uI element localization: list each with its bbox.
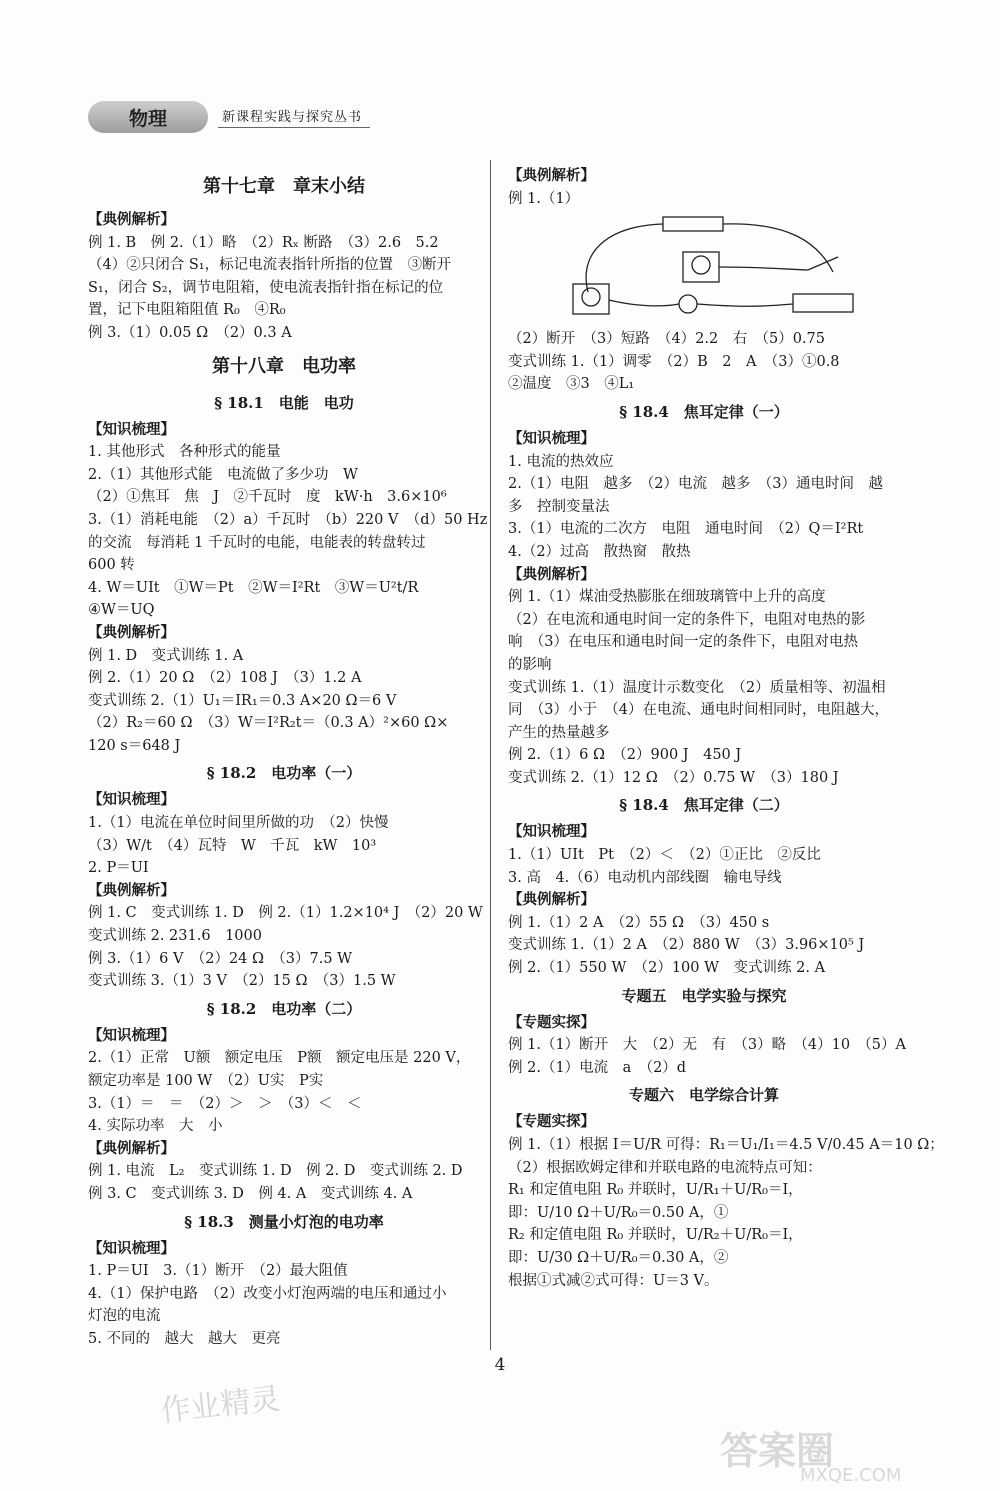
page-number: 4: [494, 1355, 506, 1375]
section-tag: 【知识梳理】: [88, 1239, 175, 1257]
column-divider: [490, 160, 491, 1350]
section-title: § 18.4 焦耳定律（一）: [619, 402, 789, 421]
left-column: [88, 165, 488, 1351]
series-title: 新课程实践与探究丛书: [218, 106, 370, 128]
bulb-icon: [679, 295, 697, 313]
answer-line: 3.（1）＝ ＝ （2）＞ ＞ （3）＜ ＜: [88, 1095, 362, 1112]
answer-line: 1.（1）电流在单位时间里所做的功 （2）快慢: [88, 815, 389, 832]
section-title: 专题六 电学综合计算: [628, 1086, 779, 1105]
answer-line: 的交流 每消耗 1 千瓦时的电能，电能表的转盘转过: [88, 534, 426, 551]
answer-line: 3. 高 4.（6）电动机内部线圈 输电导线: [508, 869, 782, 886]
section-tag: 【知识梳理】: [508, 823, 595, 841]
answer-line: 例 1. D 变式训练 1. A: [88, 647, 244, 664]
answer-line: 1. P＝UI 3.（1）断开 （2）最大阻值: [88, 1263, 348, 1280]
answer-line: （2）在电流和通电时间一定的条件下，电阻对电热的影: [508, 611, 866, 628]
page-header: [88, 100, 370, 134]
answer-line: 4. 实际功率 大 小: [88, 1118, 223, 1135]
chapter-title: 第十八章 电功率: [212, 355, 356, 377]
answer-line: 变式训练 2.（1）12 Ω （2）0.75 W （3）180 J: [508, 769, 839, 786]
answer-line: 响 （3）在电压和通电时间一定的条件下，电阻对电热: [508, 634, 858, 651]
answer-line: 2.（1）其他形式能 电流做了多少功 W: [88, 466, 358, 483]
section-tag: 【专题实探】: [508, 1113, 595, 1131]
battery-icon: [663, 217, 723, 231]
answer-line: 置，记下电阻箱阻值 R₀ ④R₀: [88, 302, 286, 319]
section-title: § 18.1 电能 电功: [214, 393, 354, 412]
answer-line: 例 1.（1）断开 大 （2）无 有 （3）略 （4）10 （5）A: [508, 1037, 906, 1054]
answer-line: 1. 其他形式 各种形式的能量: [88, 444, 281, 461]
answer-line: 例 1.（1）根据 I＝U/R 可得：R₁＝U₁/I₁＝4.5 V/0.45 A＝10 Ω；: [508, 1137, 944, 1153]
answer-line: 2.（1）正常 U额 额定电压 P额 额定电压是 220 V，: [88, 1050, 471, 1067]
answer-line: 多 控制变量法: [508, 498, 610, 515]
section-tag: 【典例解析】: [508, 565, 595, 583]
answer-line: （4）②只闭合 S₁，标记电流表指针所指的位置 ③断开: [88, 257, 452, 274]
answer-line: 例 3.（1）0.05 Ω （2）0.3 A: [88, 324, 292, 341]
section-title: 专题五 电学实验与探究: [621, 986, 787, 1005]
answer-line: ④W＝UQ: [88, 602, 155, 619]
section-title: § 18.2 电功率（一）: [206, 764, 362, 783]
section-tag: 【典例解析】: [508, 167, 595, 184]
answer-line: 例 2.（1）20 Ω （2）108 J （3）1.2 A: [88, 670, 362, 687]
answer-line: R₂ 和定值电阻 R₀ 并联时，U/R₂＋U/R₀＝I，: [508, 1227, 803, 1244]
answer-line: ②温度 ③3 ④L₁: [508, 376, 635, 393]
answer-line: 变式训练 1.（1）2 A （2）880 W （3）3.96×10⁵ J: [508, 937, 865, 954]
section-tag: 【知识梳理】: [88, 420, 175, 438]
answer-line: 1.（1）UIt Pt （2）＜ （2）①正比 ②反比: [508, 847, 821, 864]
answer-line: 2. P＝UI: [88, 860, 149, 877]
chapter-title: 第十七章 章末小结: [203, 176, 365, 197]
right-column: [508, 165, 944, 1292]
answer-line: 即：U/30 Ω＋U/R₀＝0.30 A，②: [508, 1249, 729, 1266]
section-tag: 【知识梳理】: [88, 791, 175, 809]
answer-line: 5. 不同的 越大 越大 更亮: [88, 1330, 281, 1347]
answer-line: 4.（1）保护电路 （2）改变小灯泡两端的电压和通过小: [88, 1285, 447, 1302]
circuit-diagram: [568, 212, 868, 322]
answer-line: 例 1.（1）煤油受热膨胀在细玻璃管中上升的高度: [508, 589, 826, 606]
answer-line: 例 1. B 例 2.（1）略 （2）Rₓ 断路 （3）2.6 5.2: [88, 234, 439, 251]
answer-line: 600 转: [88, 557, 135, 574]
section-tag: 【典例解析】: [88, 211, 175, 228]
answer-line: 额定功率是 100 W （2）U实 P实: [88, 1073, 324, 1089]
section-tag: 【知识梳理】: [508, 429, 595, 447]
answer-line: 2.（1）电阻 越多 （2）电流 越多 （3）通电时间 越: [508, 476, 884, 493]
answer-line: 变式训练 2. 231.6 1000: [88, 928, 262, 945]
answer-line: 产生的热量越多: [508, 724, 610, 741]
stamp-watermark: 作业精灵: [158, 1381, 282, 1430]
url-watermark: MXQE.COM: [800, 1465, 902, 1486]
answer-line: （2）根据欧姆定律和并联电路的电流特点可知：: [508, 1159, 822, 1176]
answer-line: 变式训练 2.（1）U₁＝IR₁＝0.3 A×20 Ω＝6 V: [88, 692, 397, 709]
answer-line: 例 3.（1）6 V （2）24 Ω （3）7.5 W: [88, 950, 353, 967]
answer-line: 120 s＝648 J: [88, 737, 181, 754]
answer-line: 例 1.（1）: [508, 190, 580, 207]
answer-line: 变式训练 1.（1）调零 （2）B 2 A （3）①0.8: [508, 353, 840, 370]
section-tag: 【典例解析】: [508, 891, 595, 909]
section-tag: 【典例解析】: [88, 1139, 175, 1157]
section-tag: 【典例解析】: [88, 881, 175, 899]
answer-line: 1. 电流的热效应: [508, 453, 614, 470]
section-title: § 18.3 测量小灯泡的电功率: [184, 1212, 384, 1231]
answer-line: 3.（1）电流的二次方 电阻 通电时间 （2）Q＝I²Rt: [508, 521, 864, 538]
answer-line: 例 1. 电流 L₂ 变式训练 1. D 例 2. D 变式训练 2. D: [88, 1163, 463, 1180]
section-tag: 【典例解析】: [88, 623, 175, 641]
answer-line: （3）W/t （4）瓦特 W 千瓦 kW 10³: [88, 837, 377, 854]
answer-line: 变式训练 1.（1）温度计示数变化 （2）质量相等、初温相: [508, 679, 886, 696]
section-tag: 【专题实探】: [508, 1013, 595, 1031]
brand-watermark: 答案圈: [720, 1429, 835, 1473]
answer-line: R₁ 和定值电阻 R₀ 并联时，U/R₁＋U/R₀＝I，: [508, 1182, 803, 1199]
section-title: § 18.2 电功率（二）: [206, 999, 362, 1018]
answer-line: 例 1. C 变式训练 1. D 例 2.（1）1.2×10⁴ J （2）20 W: [88, 905, 483, 922]
answer-line: 例 1.（1）2 A （2）55 Ω （3）450 s: [508, 914, 770, 931]
answer-line: 例 2.（1）6 Ω （2）900 J 450 J: [508, 747, 742, 764]
answer-line: 4. W＝UIt ①W＝Pt ②W＝I²Rt ③W＝U²t/R: [88, 579, 419, 596]
answer-line: 例 2.（1）电流 a （2）d: [508, 1059, 687, 1076]
answer-line: S₁，闭合 S₂，调节电阻箱，使电流表指针指在标记的位: [88, 279, 444, 296]
switch-icon: [808, 257, 838, 270]
section-title: § 18.4 焦耳定律（二）: [619, 796, 789, 815]
answer-line: 变式训练 3.（1）3 V （2）15 Ω （3）1.5 W: [88, 973, 396, 990]
answer-line: 例 2.（1）550 W （2）100 W 变式训练 2. A: [508, 960, 826, 977]
answer-line: 的影响: [508, 656, 552, 673]
answer-line: 例 3. C 变式训练 3. D 例 4. A 变式训练 4. A: [88, 1185, 413, 1202]
answer-line: （2）断开 （3）短路 （4）2.2 右 （5）0.75: [508, 331, 825, 348]
answer-line: （2）①焦耳 焦 J ②千瓦时 度 kW·h 3.6×10⁶: [88, 489, 447, 506]
answer-line: 灯泡的电流: [88, 1308, 161, 1325]
answer-line: 同 （3）小于 （4）在电流、通电时间相同时，电阻越大，: [508, 702, 889, 719]
section-tag: 【知识梳理】: [88, 1026, 175, 1044]
answer-line: 4.（2）过高 散热窗 散热: [508, 543, 691, 560]
rheostat-icon: [793, 294, 853, 312]
answer-line: 根据①式减②式可得：U＝3 V。: [508, 1272, 719, 1289]
answer-line: 3.（1）消耗电能 （2）a）千瓦时 （b）220 V （d）50 Hz: [88, 511, 488, 528]
subject-label: 物理: [88, 101, 208, 133]
answer-line: （2）R₂＝60 Ω （3）W＝I²R₂t＝（0.3 A）²×60 Ω×: [88, 715, 449, 732]
answer-line: 即：U/10 Ω＋U/R₀＝0.50 A，①: [508, 1204, 729, 1221]
